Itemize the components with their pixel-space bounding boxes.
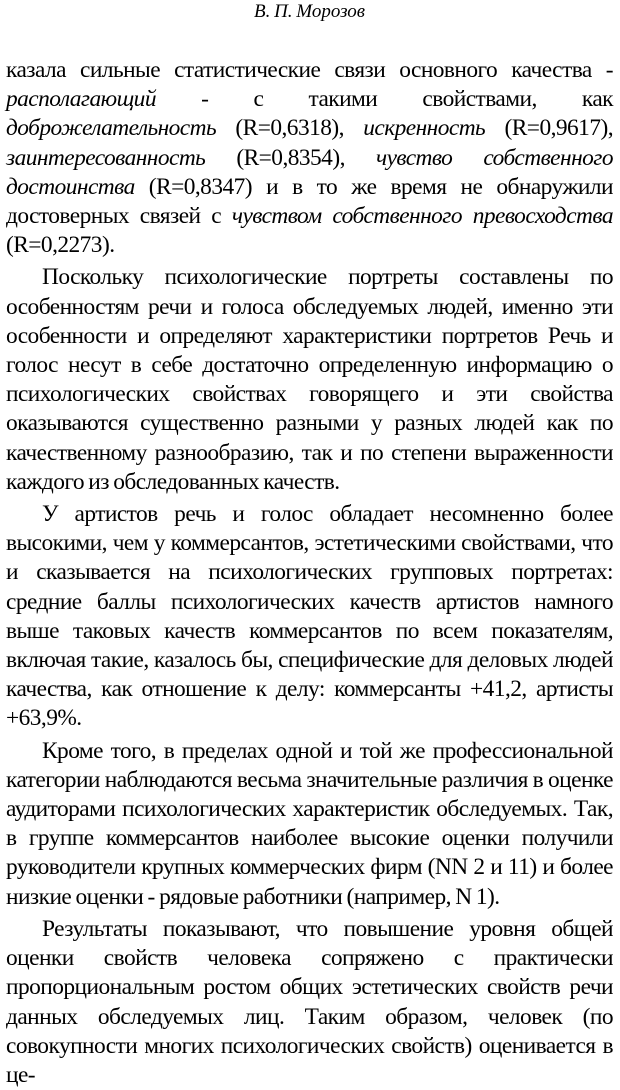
paragraph: [6, 915, 613, 1090]
paragraph: [6, 263, 613, 497]
body-text: [6, 56, 613, 1090]
text-run: (R=0,8354),: [205, 144, 376, 171]
text-run: казала сильные статистические связи основного качества -: [6, 57, 613, 83]
italic-term: располагающий: [6, 86, 156, 113]
italic-term: чувством собственного превосходства: [231, 203, 613, 230]
italic-term: доброжелательность: [6, 115, 217, 142]
text-run: Поскольку психологические портреты составлены по особенностям речи и голоса обследуемых людей, именно эти особенности и определяют характеристики портретов Речь и голос несут в себе достаточно определенную информацию о психологических свойствах говорящего и эти свойства оказываются существенно разными у разных людей как по качественному разнообразию, так и по степени выраженности каждого из обследованных качеств.: [6, 264, 613, 495]
paragraph: [6, 56, 613, 260]
text-run: Результаты показывают, что повышение уровня общей оценки свойств человека сопряжено с практически пропорциональным ростом общих эстетических свойств речи данных обследуемых лиц. Таким образом, человек (по совокупности многих психологических свойств) оценивается в це-: [6, 915, 613, 1088]
text-run: (R=0,2273).: [6, 232, 115, 259]
paragraph: [6, 737, 613, 912]
text-run: У артистов речь и голос обладает несомненно более высокими, чем у коммерсантов, эстетическими свойствами, что и сказывается на психологических групповых портретах: средние баллы психологических качеств артистов намного выше таковых качеств коммерсантов по всем показателям, включая такие, казалось бы, специфические для деловых людей качества, как отношение к делу: коммерсанты +41,2, артисты +63,9%.: [6, 501, 613, 732]
italic-term: искренность: [363, 115, 486, 142]
text-run: Кроме того, в пределах одной и той же профессиональной категории наблюдаются весьма значительные различия в оценке аудиторами психологических характеристик обследуемых. Так, в группе коммерсантов наиболее высокие оценки получили руководители крупных коммерческих фирм (NN 2 и 11) и более низкие оценки - рядовые работники (например, N 1).: [6, 737, 613, 910]
paragraph: [6, 500, 613, 734]
text-run: (R=0,6318),: [216, 115, 364, 142]
running-head: В. П. Морозов: [253, 1, 366, 22]
book-page: [6, 0, 613, 1088]
text-run: (R=0,9617),: [485, 115, 613, 142]
text-run: (R=0,8347) и в то же время не обнаружили достоверных связей с: [6, 173, 613, 230]
italic-term: чувство собственного достоинства: [6, 144, 613, 200]
italic-term: заинтересованность: [6, 144, 206, 171]
text-run: - с такими свойствами, как: [155, 86, 613, 113]
